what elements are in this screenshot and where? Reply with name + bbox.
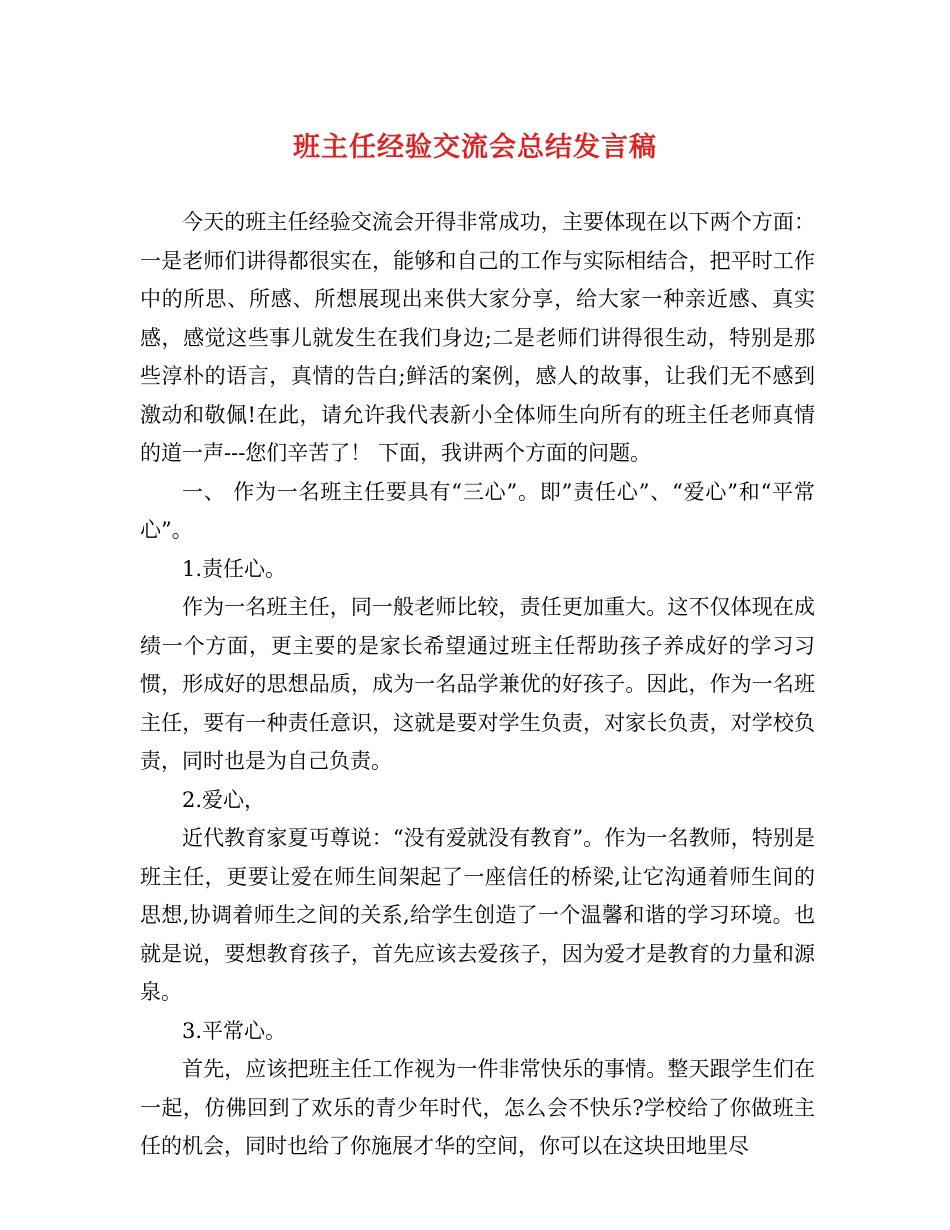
paragraph-love: 近代教育家夏丏尊说：“没有爱就没有教育”。作为一名教师，特别是班主任，更要让爱在师生间架起了一座信任的桥梁,让它沟通着师生间的思想,协调着师生之间的关系,给学生创造了一个温馨和谐的学习环境。也就是说，要想教育孩子，首先应该去爱孩子，因为爱才是教育的力量和源泉。 [140,826,815,1004]
document-title: 班主任经验交流会总结发言稿 [293,132,657,163]
paragraph-responsibility: 作为一名班主任，同一般老师比较，责任更加重大。这不仅体现在成绩一个方面，更主要的是家长希望通过班主任帮助孩子养成好的学习习惯，形成好的思想品质，成为一名品学兼优的好孩子。因此，作为一名班主任，要有一种责任意识，这就是要对学生负责，对家长负责，对学校负责，同时也是为自己负责。 [140,595,815,773]
document-body [140,203,815,1166]
paragraph-subheading-responsibility: 1.责任心。 [182,556,287,581]
paragraph-subheading-ordinary-heart: 3.平常心。 [182,1018,287,1043]
paragraph-section-one-heading: 一、 作为一名班主任要具有“三心”。即”责任心”、“爱心”和“平常心”。 [140,479,815,542]
paragraph-intro: 今天的班主任经验交流会开得非常成功，主要体现在以下两个方面：一是老师们讲得都很实在，能够和自己的工作与实际相结合，把平时工作中的所思、所感、所想展现出来供大家分享，给大家一种亲近感、真实感，感觉这些事儿就发生在我们身边;二是老师们讲得很生动，特别是那些淳朴的语言，真情的告白;鲜活的案例，感人的故事，让我们无不感到激动和敬佩!在此，请允许我代表新小全体师生向所有的班主任老师真情的道一声---您们辛苦了！ 下面，我讲两个方面的问题。 [140,210,815,465]
paragraph-subheading-love: 2.爱心， [182,787,266,812]
paragraph-ordinary-heart: 首先，应该把班主任工作视为一件非常快乐的事情。整天跟学生们在一起，仿佛回到了欢乐的青少年时代，怎么会不快乐?学校给了你做班主任的机会，同时也给了你施展才华的空间，你可以在这块田地里尽 [140,1057,815,1158]
